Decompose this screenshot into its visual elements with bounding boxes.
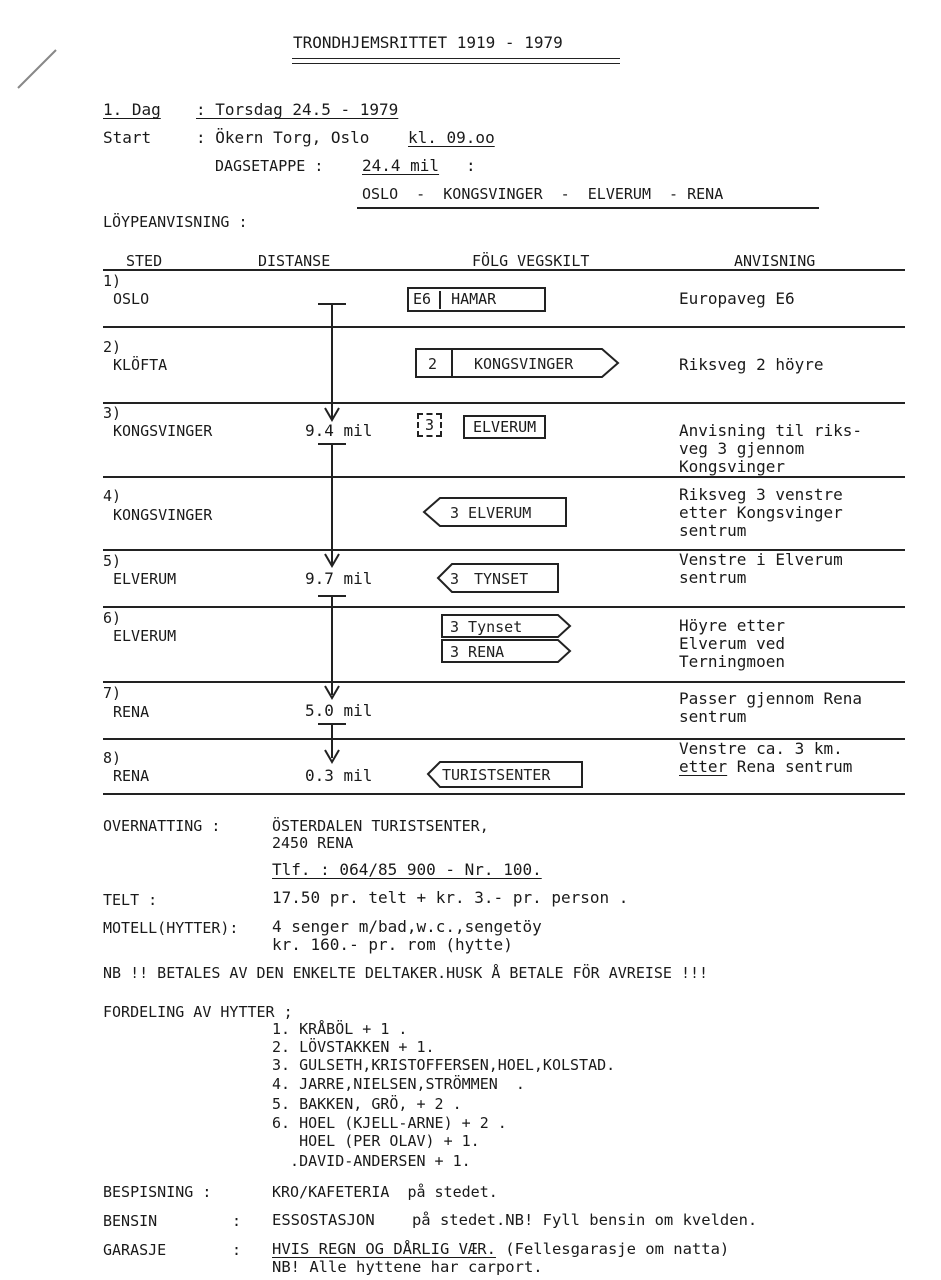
place-name: ELVERUM (113, 570, 177, 588)
sign-road-number: 3 (450, 570, 460, 588)
fuel-value: ESSOSTASJON på stedet.NB! Fyll bensin om kvelden. (272, 1211, 758, 1229)
instruction-text (679, 758, 852, 776)
col-header-distance: DISTANSE (258, 252, 331, 270)
row-number: 5) (103, 552, 122, 570)
page-title: TRONDHJEMSRITTET 1919 - 1979 (293, 33, 563, 52)
sign-destination: 3 ELVERUM (450, 504, 532, 522)
payment-note: NB !! BETALES AV DEN ENKELTE DELTAKER.HUSK Å BETALE FÖR AVREISE !!! (103, 964, 709, 982)
instruction-text: Europaveg E6 (679, 289, 795, 308)
place-name: KONGSVINGER (113, 506, 213, 524)
place-name: OSLO (113, 290, 150, 308)
row-number: 3) (103, 404, 122, 422)
col-header-instructions: ANVISNING (734, 252, 816, 270)
instruction-emphasis: etter (679, 757, 728, 776)
road-sign (414, 347, 624, 379)
stage-label: DAGSETAPPE : (215, 157, 324, 175)
col-header-place: STED (126, 252, 163, 270)
fuel-colon: : (232, 1212, 242, 1230)
tent-price: 17.50 pr. telt + kr. 3.- pr. person . (272, 888, 629, 907)
cabin-item: 5. BAKKEN, GRÖ, + 2 . (272, 1095, 462, 1113)
motel-details: 4 senger m/bad,w.c.,sengetöy (272, 917, 542, 936)
instruction-text: Venstre i Elverum sentrum (679, 550, 843, 587)
lodging-label: OVERNATTING : (103, 817, 221, 835)
instruction-text: Venstre ca. 3 km. (679, 739, 843, 758)
tent-label: TELT : (103, 891, 158, 909)
lodging-phone: Tlf. : 064/85 900 - Nr. 100. (272, 860, 542, 879)
place-name: RENA (113, 703, 150, 721)
sign-road-number: 2 (428, 355, 438, 373)
stage-colon: : (466, 156, 476, 175)
sign-destination: KONGSVINGER (474, 355, 574, 373)
row-number: 8) (103, 749, 122, 767)
place-name: KLÖFTA (113, 356, 168, 374)
row-number: 4) (103, 487, 122, 505)
cabin-item: 1. KRÅBÖL + 1 . (272, 1020, 408, 1038)
road-sign (434, 562, 564, 594)
garage-colon: : (232, 1241, 242, 1259)
road-sign (463, 415, 546, 439)
scan-marks (0, 0, 120, 120)
cabin-item: 3. GULSETH,KRISTOFFERSEN,HOEL,KOLSTAD. (272, 1056, 616, 1074)
sign-destination: TURISTSENTER (442, 766, 551, 784)
day-value: : Torsdag 24.5 - 1979 (196, 100, 399, 119)
food-value: KRO/KAFETERIA på stedet. (272, 1183, 498, 1201)
col-header-signs: FÖLG VEGSKILT (472, 252, 590, 270)
garage-detail: (Fellesgarasje om natta) (495, 1240, 730, 1258)
start-value: : Ökern Torg, Oslo (196, 128, 370, 147)
road-sign (420, 496, 570, 528)
motel-price: kr. 160.- pr. rom (hytte) (272, 935, 513, 954)
lodging-address: 2450 RENA (272, 834, 354, 852)
instruction-text: Riksveg 2 höyre (679, 355, 824, 374)
motel-label: MOTELL(HYTTER): (103, 919, 239, 937)
instruction-text: Riksveg 3 venstre etter Kongsvinger sentrum (679, 485, 843, 540)
day-label: 1. Dag (103, 100, 161, 119)
instruction-text: Passer gjennom Rena sentrum (679, 689, 863, 726)
cabin-item: 2. LÖVSTAKKEN + 1. (272, 1038, 435, 1056)
sign-road-number: E6 (413, 290, 432, 308)
road-sign (407, 287, 546, 312)
row-number: 2) (103, 338, 122, 356)
cabins-label: FORDELING AV HYTTER ; (103, 1003, 293, 1021)
stage-value: 24.4 mil (362, 156, 440, 175)
sign-divider (439, 291, 441, 309)
instruction-text: Anvisning til riks- veg 3 gjennom Kongsvinger (679, 421, 863, 476)
garage-label: GARASJE (103, 1241, 167, 1259)
cabin-item: 4. JARRE,NIELSEN,STRÖMMEN . (272, 1075, 525, 1093)
place-name: ELVERUM (113, 627, 177, 645)
food-label: BESPISNING : (103, 1183, 212, 1201)
start-time: kl. 09.oo (408, 128, 495, 147)
route: OSLO - KONGSVINGER - ELVERUM - RENA (362, 185, 724, 203)
road-sign (424, 760, 586, 790)
instruction-text: Höyre etter Elverum ved Terningmoen (679, 616, 785, 671)
place-name: RENA (113, 767, 150, 785)
sign-road-number: 3 (425, 416, 435, 434)
garage-condition: HVIS REGN OG DÅRLIG VÆR. (272, 1240, 496, 1258)
road-sign (417, 413, 442, 437)
garage-value (272, 1240, 729, 1258)
row-number: 7) (103, 684, 122, 702)
sign-destination: ELVERUM (473, 418, 537, 436)
sign-destination: 3 Tynset (450, 618, 523, 636)
instruction-rest: Rena sentrum (727, 757, 853, 776)
cabin-item: 6. HOEL (KJELL-ARNE) + 2 . (272, 1114, 507, 1132)
distance-value: 9.4 mil (305, 421, 373, 440)
lodging-name: ÖSTERDALEN TURISTSENTER, (272, 817, 489, 835)
row-number: 6) (103, 609, 122, 627)
road-sign (440, 613, 575, 665)
start-label: Start (103, 128, 152, 147)
section-label: LÖYPEANVISNING : (103, 213, 248, 231)
sign-destination: HAMAR (451, 290, 497, 308)
garage-note: NB! Alle hyttene har carport. (272, 1258, 543, 1276)
distance-value: 5.0 mil (305, 701, 373, 720)
row-number: 1) (103, 272, 122, 290)
cabin-item: .DAVID-ANDERSEN + 1. (272, 1152, 471, 1170)
place-name: KONGSVINGER (113, 422, 213, 440)
fuel-label: BENSIN (103, 1212, 158, 1230)
cabin-item: HOEL (PER OLAV) + 1. (272, 1132, 480, 1150)
distance-value: 9.7 mil (305, 569, 373, 588)
distance-value: 0.3 mil (305, 766, 373, 785)
sign-destination: TYNSET (474, 570, 529, 588)
sign-destination: 3 RENA (450, 643, 505, 661)
